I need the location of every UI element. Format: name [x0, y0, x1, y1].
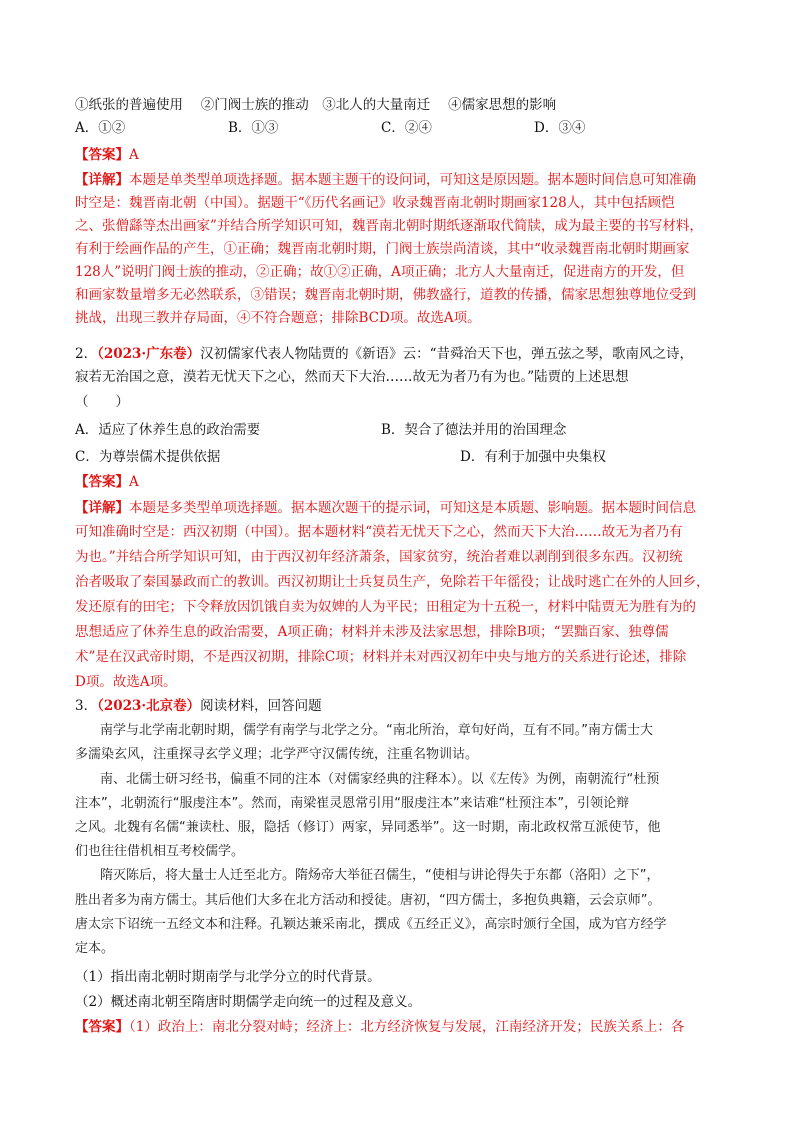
- q2-stem-line-2: 寂若无治国之意，漠若无忧天下之心，然而天下大治……故无为者乃有为也。”陆贾的上述思想: [75, 369, 629, 385]
- q2-stem-text-1: 汉初儒家代表人物陆贾的《新语》云：“昔舜治天下也，弹五弦之琴，歌南风之诗，: [200, 346, 694, 362]
- q2-stem-blank: （ ）: [75, 394, 129, 410]
- q1-detail-line-6: 和画家数量增多无必然联系，③错误；魏晋南北朝时期，佛教盛行，道教的传播，儒家思想独尊地位受到: [75, 287, 696, 303]
- q1-detail-line-3: 之、张僧繇等杰出画家”并结合所学知识可知，魏晋南北朝时期纸逐渐取代简牍，成为最主要的书写材料，: [75, 218, 703, 234]
- q3-material-line-7: 隋灭陈后，将大量士人迁至北方。隋炀帝大举征召儒生，“使相与讲论得失于东都（洛阳）之下”，: [100, 868, 660, 883]
- q2-detail-line-3: 为也。”并结合所学知识可知，由于西汉初年经济萧条，国家贫穷，统治者难以剥削到很多东西。汉初统: [75, 549, 683, 565]
- q2-answer: [75, 472, 139, 492]
- q3-material-line-3: 南、北儒士研习经书，偏重不同的注本（对儒家经典的注释本）。以《左传》为例，南朝流行“杜预: [100, 772, 660, 787]
- q1-detail-line-7: 挑战，出现三教并存局面，④不符合题意；排除BCD项。故选A项。: [75, 310, 481, 326]
- q3-question-2: （2）概述南北朝至隋唐时期儒学走向统一的过程及意义。: [75, 994, 422, 1010]
- q3-material-line-10: 定本。: [75, 941, 115, 956]
- q2-source: （2023·广东卷）: [97, 346, 201, 362]
- q3-material-line-5: 之风。北魏有名儒“兼读杜、服，隐括（修订）两家，异同悉举”。这一时期，南北政权常互派使节，他: [75, 820, 661, 835]
- q3-material-line-8: 胜出者多为南方儒士。其后他们大多在北方活动和授徒。唐初，“四方儒士，多抱负典籍，云会京师”。: [75, 893, 661, 908]
- q3-material-line-6: 们也往往借机相互考校儒学。: [75, 844, 245, 859]
- q3-source: （2023·北京卷）: [97, 698, 201, 714]
- q3-answer: [75, 1017, 684, 1037]
- q2-option-d: D．有利于加强中央集权: [460, 449, 606, 465]
- q2-detail-line-1: [75, 498, 696, 518]
- q1-detail-line-1: [75, 170, 696, 190]
- q1-option-c: C．②④: [381, 120, 432, 136]
- q2-detail-line-6: 思想适应了休养生息的政治需要，A项正确；材料并未涉及法家思想，排除B项；“罢黜百家、独尊儒: [75, 624, 669, 640]
- q2-option-a: A．适应了休养生息的政治需要: [75, 422, 261, 438]
- q2-answer-label: 【答案】: [75, 474, 129, 490]
- q2-number: 2．: [75, 346, 98, 362]
- q2-detail-text-1: 本题是多类型单项选择题。据本题次题干的提示词，可知这是本质题、影响题。据本题时间信息: [129, 500, 696, 516]
- q1-answer-value: A: [129, 147, 139, 163]
- q1-option-d: D．③④: [534, 120, 586, 136]
- q2-detail-line-8: D项。故选A项。: [75, 674, 177, 690]
- q3-number: 3．: [75, 698, 98, 714]
- q3-material-line-2: 多濡染玄风，注重探寻玄学义理；北学严守汉儒传统，注重名物训诂。: [75, 747, 479, 762]
- q1-option-b: B．①③: [228, 120, 279, 136]
- q3-answer-label: 【答案】: [75, 1019, 129, 1035]
- q3-stem-text: 阅读材料，回答问题: [200, 698, 322, 714]
- q3-material-line-4: 注本”，北朝流行“服虔注本”。然而，南梁崔灵恩常引用“服虔注本”来诘难“杜预注本”，引领论辩: [75, 796, 630, 811]
- q1-option-a: A．①②: [75, 120, 126, 136]
- q1-stems: ①纸张的普遍使用 ②门阀士族的推动 ③北人的大量南迁 ④儒家思想的影响: [75, 97, 557, 113]
- q2-detail-line-7: 术”是在汉武帝时期，不是西汉初期，排除C项；材料并未对西汉初年中央与地方的关系进行论述，排除: [75, 649, 687, 665]
- q1-answer-label: 【答案】: [75, 147, 129, 163]
- q1-detail-line-4: 有利于绘画作品的产生，①正确；魏晋南北朝时期，门阀士族崇尚清谈，其中“收录魏晋南北朝时期画家: [75, 241, 690, 257]
- q2-option-b: B．契合了德法并用的治国理念: [381, 422, 567, 438]
- q1-detail-label: 【详解】: [75, 172, 129, 188]
- q2-option-c: C．为尊崇儒术提供依据: [75, 449, 221, 465]
- q3-material-line-1: 南学与北学南北朝时期，儒学有南学与北学之分。“南北所治，章句好尚，互有不同。”南方儒士大: [100, 723, 653, 738]
- q3-question-1: （1）指出南北朝时期南学与北学分立的时代背景。: [75, 969, 381, 985]
- q1-detail-line-2: 时空是：魏晋南北朝（中国）。据题干“《历代名画记》收录魏晋南北朝时期画家128人，其中包括顾恺: [75, 195, 675, 211]
- q2-answer-value: A: [129, 474, 139, 490]
- q3-answer-text: （1）政治上：南北分裂对峙；经济上：北方经济恢复与发展，江南经济开发；民族关系上：各: [129, 1019, 685, 1035]
- q2-detail-line-2: 可知准确时空是：西汉初期（中国）。据本题材料“漠若无忧天下之心，然而天下大治……故无为者乃有: [75, 524, 683, 540]
- q1-answer: [75, 145, 139, 165]
- q2-detail-line-4: 治者吸取了秦国暴政而亡的教训。西汉初期让士兵复员生产，免除若干年徭役；让战时逃亡在外的人回乡，: [75, 574, 710, 590]
- q1-detail-line-5: 128人”说明门阀士族的推动，②正确；故①②正确，A项正确；北方人大量南迁，促进南方的开发，但: [75, 264, 685, 280]
- q1-detail-text-1: 本题是单类型单项选择题。据本题主题干的设问词，可知这是原因题。据本题时间信息可知准确: [129, 172, 696, 188]
- q2-detail-label: 【详解】: [75, 500, 129, 516]
- q3-stem: [75, 696, 322, 716]
- q2-detail-line-5: 发还原有的田宅；下令释放因饥饿自卖为奴婢的人为平民；田租定为十五税一，材料中陆贾无为胜有为的: [75, 599, 696, 615]
- q3-material-line-9: 唐太宗下诏统一五经文本和注释。孔颖达兼采南北，撰成《五经正义》，高宗时颁行全国，成为官方经学: [75, 917, 667, 932]
- q2-stem-line-1: [75, 344, 693, 364]
